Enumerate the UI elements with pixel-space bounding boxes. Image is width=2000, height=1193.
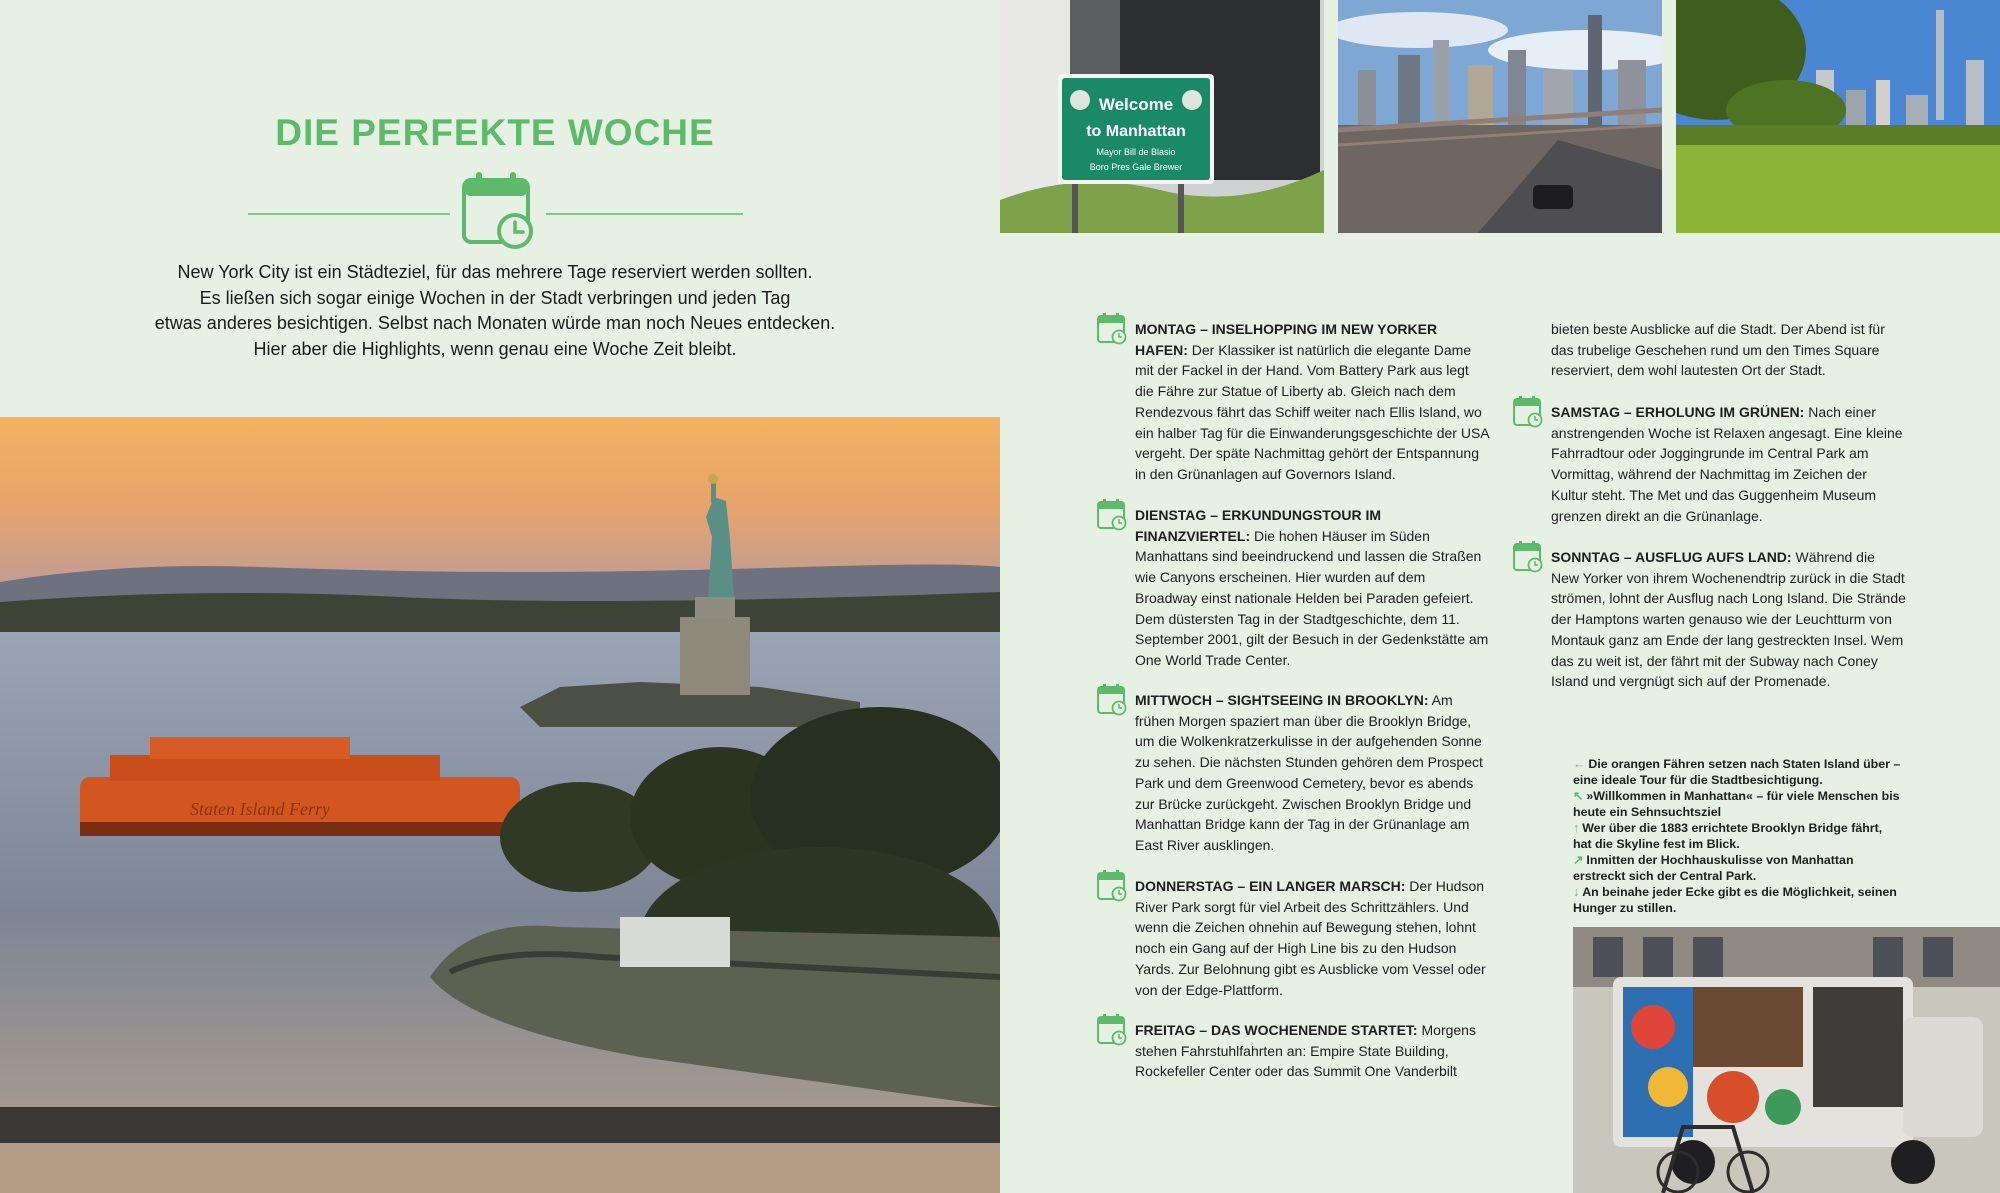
caption-text: Wer über die 1883 errichtete Brooklyn Bridge fährt, hat die Skyline fest im Blick. [1573, 821, 1883, 851]
day-description: bieten beste Ausblicke auf die Stadt. Der Abend ist für das trubelige Geschehen rund um den Times Square reserviert, dem wohl lautesten Ort der Stadt. [1551, 321, 1885, 379]
day-sunday [1551, 547, 1906, 692]
day-heading: SONNTAG – AUSFLUG AUFS LAND: [1551, 549, 1792, 565]
caption-text: »Willkommen in Manhattan« – für viele Menschen bis heute ein Sehnsuchtsziel [1573, 789, 1900, 819]
day-description: Während die New Yorker von ihrem Wochenendtrip zurück in die Stadt strömen, lohnt der Ausflug nach Long Island. Die Strände der Hamptons warten genauso wie der Leuchtturm von Montauk ganz am Ende der lang gestreckten Insel. Wem das zu weit ist, der fährt mit der Subway nach Coney Island und vergnügt sich auf der Promenade. [1551, 549, 1906, 690]
photo-captions [1573, 756, 1903, 916]
calendar-clock-icon [1097, 1013, 1127, 1046]
day-thursday [1135, 876, 1490, 1000]
day-description: Der Hudson River Park sorgt für viel Arbeit des Schrittzählers. Und wenn die Zeichen ohnehin auf Bewegung stehen, lohnt noch ein Gang auf der High Line bis zu den Hudson Yards. Zur Belohnung gibt es Ausblicke vom Vessel oder von der Edge-Plattform. [1135, 878, 1486, 998]
intro-line: Hier aber die Highlights, wenn genau eine Woche Zeit bleibt. [253, 338, 737, 359]
day-description: Morgens stehen Fahrstuhlfahrten an: Empire State Building, Rockefeller Center oder das Summit One Vanderbilt [1135, 1022, 1476, 1080]
caption-central-park [1573, 852, 1903, 884]
calendar-clock-icon [1097, 498, 1127, 531]
harbor-photo [0, 417, 1000, 1193]
day-description: Am frühen Morgen spaziert man über die Brooklyn Bridge, um die Wolkenkratzerkulisse in der aufgehenden Sonne zu sehen. Die nächsten Stunden gehören dem Prospect Park und dem Greenwood Cemetery, bevor es abends zur Brücke zurückgeht. Zwischen Brooklyn Bridge und Manhattan Bridge kann der Tag in der Grünanlage am East River ausklingen. [1135, 692, 1483, 853]
calendar-clock-icon [462, 170, 536, 250]
caption-text: Inmitten der Hochhauskulisse von Manhattan erstreckt sich der Central Park. [1573, 853, 1854, 883]
sign-welcome: Welcome [1098, 95, 1174, 114]
day-friday-continued [1551, 319, 1906, 381]
day-description: Die hohen Häuser im Süden Manhattans sind beeindruckend und lassen die Straßen wie Canyons erscheinen. Hier wurden auf dem Broadway einst nationale Helden bei Paraden gefeiert. Dem düstersten Tag in der Stadtgeschichte, dem 11. September 2001, gilt der Besuch in der Gedenkstätte am One World Trade Center. [1135, 527, 1489, 668]
calendar-clock-icon [1513, 540, 1543, 573]
day-column-left [1135, 0, 1490, 1193]
day-monday [1135, 319, 1490, 485]
sign-manhattan: to Manhattan [1086, 123, 1186, 140]
day-heading: SAMSTAG – ERHOLUNG IM GRÜNEN: [1551, 404, 1805, 420]
arrow-up-right-icon: ↗ [1573, 853, 1584, 867]
day-description: Nach einer anstrengenden Woche ist Relaxen angesagt. Eine kleine Fahrradtour oder Joggingrunde im Central Park am Vormittag, während der Nachmittag im Zeichen der Kultur steht. The Met und das Guggenheim Museum grenzen direkt an die Grünanlage. [1551, 404, 1903, 524]
intro-line: etwas anderes besichtigen. Selbst nach Monaten würde man noch Neues entdecken. [154, 313, 836, 333]
day-column-right [1551, 0, 1906, 1193]
day-friday [1135, 1020, 1490, 1082]
page-title: DIE PERFEKTE WOCHE [275, 112, 715, 153]
intro-line: New York City ist ein Städteziel, für das mehrere Tage reserviert werden sollten. [177, 262, 813, 282]
sign-borough-president: Boro Pres Gale Brewer [1089, 162, 1183, 172]
caption-welcome-sign [1573, 788, 1903, 820]
ferry-name: Staten Island Ferry [190, 799, 330, 819]
day-heading: DONNERSTAG – EIN LANGER MARSCH: [1135, 878, 1406, 894]
arrow-down-icon: ↓ [1573, 885, 1580, 899]
day-wednesday [1135, 690, 1490, 856]
day-heading: MITTWOCH – SIGHTSEEING IN BROOKLYN: [1135, 692, 1429, 708]
caption-text: Die orangen Fähren setzen nach Staten Island über – eine ideale Tour für die Stadtbesichtigung. [1573, 757, 1901, 787]
intro-paragraph [140, 260, 850, 362]
day-description: Der Klassiker ist natürlich die elegante Dame mit der Fackel in der Hand. Vom Battery Park aus legt die Fähre zur Statue of Liberty ab. Gleich nach dem Rendezvous fährt das Schiff weiter nach Ellis Island, wo ein halber Tag für die Einwanderungsgeschichte der USA vergeht. Der späte Nachmittag gehört der Entspannung in den Grünanlagen auf Governors Island. [1135, 341, 1489, 482]
caption-brooklyn-bridge [1573, 820, 1903, 852]
day-saturday [1551, 402, 1906, 526]
calendar-clock-icon [1097, 683, 1127, 716]
arrow-left-icon: ← [1573, 757, 1586, 771]
title-divider-right [546, 213, 743, 215]
title-divider-left [248, 213, 450, 215]
arrow-up-icon: ↑ [1573, 821, 1580, 835]
caption-food-truck [1573, 884, 1903, 916]
calendar-clock-icon [1513, 395, 1543, 428]
calendar-clock-icon [1097, 869, 1127, 902]
day-heading: MONTAG – INSELHOPPING IM NEW YORKER HAFEN: [1135, 321, 1438, 358]
sign-mayor: Mayor Bill de Blasio [1096, 147, 1176, 157]
day-heading: FREITAG – DAS WOCHENENDE STARTET: [1135, 1022, 1418, 1038]
caption-text: An beinahe jeder Ecke gibt es die Möglichkeit, seinen Hunger zu stillen. [1573, 885, 1897, 915]
day-tuesday [1135, 505, 1490, 671]
caption-ferry [1573, 756, 1903, 788]
calendar-clock-icon [1097, 312, 1127, 345]
intro-line: Es ließen sich sogar einige Wochen in der Stadt verbringen und jeden Tag [199, 287, 791, 308]
arrow-up-left-icon: ↖ [1573, 789, 1584, 803]
day-heading: DIENSTAG – ERKUNDUNGSTOUR IM FINANZVIERTEL: [1135, 507, 1382, 544]
